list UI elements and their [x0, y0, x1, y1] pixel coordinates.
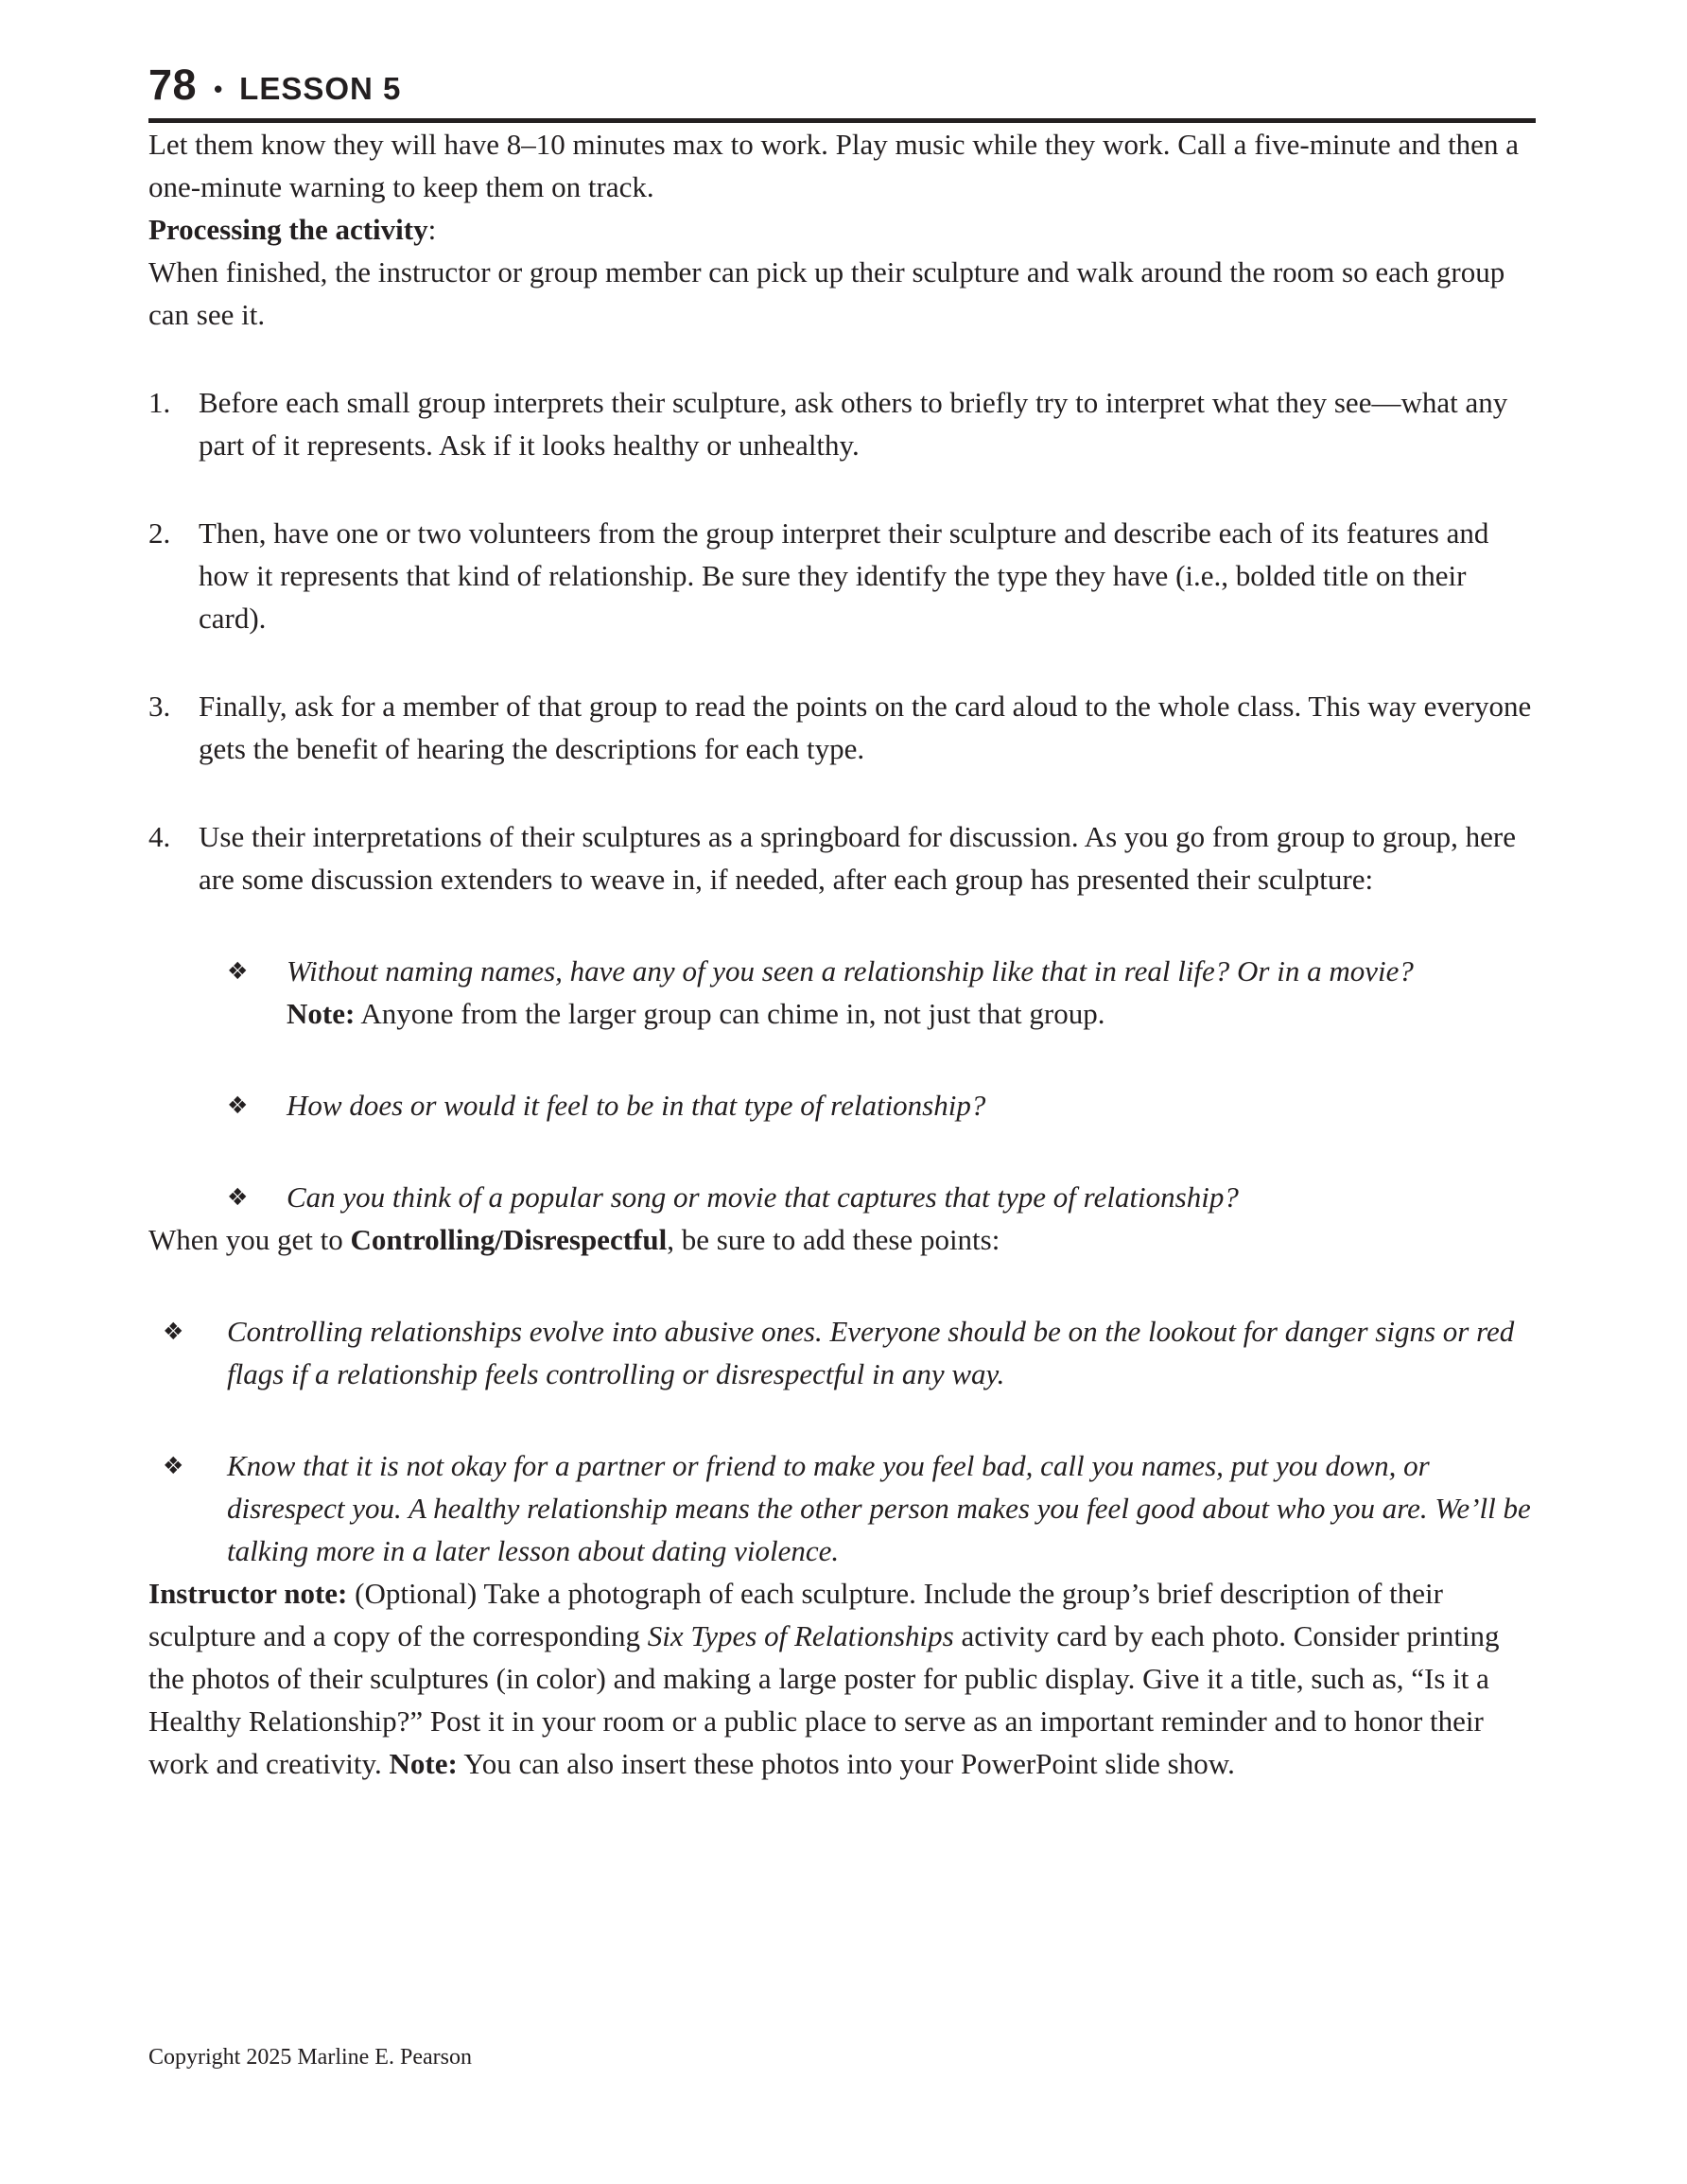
header-bullet-icon: •: [214, 75, 223, 103]
extender-question: Without naming names, have any of you seen a relationship like that in real life? Or in a movie?: [287, 954, 1414, 987]
list-number: 4.: [148, 820, 171, 853]
lesson-label: LESSON 5: [239, 71, 402, 106]
page-number: 78: [148, 61, 198, 109]
numbered-item-3: 3. Finally, ask for a member of that group to read the points on the card aloud to the whole class. This way everyone gets the benefit of hearing the descriptions for each type.: [148, 685, 1536, 770]
diamond-bullet-icon: ❖: [163, 1452, 184, 1479]
intro-paragraph: Let them know they will have 8–10 minutes max to work. Play music while they work. Call a five-minute and then a one-minute warning to keep them on track.: [148, 128, 1519, 203]
controlling-bold: Controlling/Disrespectful: [350, 1223, 668, 1256]
copyright-footer: Copyright 2025 Marline E. Pearson: [148, 2045, 472, 2070]
discussion-extender-2: [227, 1084, 1536, 1127]
diamond-bullet-icon: ❖: [227, 957, 249, 985]
list-number: 2.: [148, 516, 171, 550]
controlling-point-1: [163, 1310, 1536, 1395]
page-header: [148, 61, 1536, 110]
controlling-point-2: [163, 1444, 1536, 1572]
note-label: Note:: [287, 997, 356, 1030]
note-text: Anyone from the larger group can chime in, not just that group.: [355, 997, 1105, 1030]
processing-heading: [148, 208, 1536, 251]
diamond-bullet-icon: ❖: [227, 1092, 249, 1119]
processing-heading-colon: :: [427, 213, 437, 246]
extender-question: How does or would it feel to be in that type of relationship?: [287, 1089, 986, 1122]
controlling-point-text: Know that it is not okay for a partner or friend to make you feel bad, call you names, put you down, or disrespect you. A healthy relationship means the other person makes you feel good about who you are. We’ll be talking more in a later lesson about dating violence.: [227, 1449, 1531, 1567]
diamond-bullet-icon: ❖: [163, 1318, 184, 1345]
processing-heading-bold: Processing the activity: [148, 213, 428, 246]
extender-question: Can you think of a popular song or movie that captures that type of relationship?: [287, 1180, 1239, 1214]
instructor-note-label: Instructor note:: [148, 1577, 348, 1610]
document-body: [148, 123, 1536, 1785]
list-number: 3.: [148, 690, 171, 723]
diamond-bullet-icon: ❖: [227, 1183, 249, 1211]
processing-paragraph: When finished, the instructor or group member can pick up their sculpture and walk around the room so each group can see it.: [148, 255, 1505, 331]
numbered-item-2: 2. Then, have one or two volunteers from the group interpret their sculpture and describe each of its features and how it represents that kind of relationship. Be sure they identify the type they have (i.e., bolded title on their card).: [148, 512, 1536, 639]
instructor-note-paragraph: Instructor note: (Optional) Take a photograph of each sculpture. Include the group’s brief description of their sculpture and a copy of the corresponding Six Types of Relationships activity card by each photo. Consider printing the photos of their sculptures (in color) and making a large poster for public display. Give it a title, such as, “Is it a Healthy Relationship?” Post it in your room or a public place to serve as an important reminder and to honor their work and creativity. Note: You can also insert these photos into your PowerPoint slide show.: [148, 1577, 1500, 1780]
numbered-item-4: 4. Use their interpretations of their sculptures as a springboard for discussion. As you go from group to group, here are some discussion extenders to weave in, if needed, after each group has presented their sculpture:: [148, 815, 1536, 900]
note-label: Note:: [389, 1747, 458, 1780]
list-number: 1.: [148, 386, 171, 419]
numbered-item-1: 1. Before each small group interprets their sculpture, ask others to briefly try to interpret what they see—what any part of it represents. Ask if it looks healthy or unhealthy.: [148, 381, 1536, 466]
activity-title: Six Types of Relationships: [647, 1619, 954, 1652]
controlling-paragraph: When you get to Controlling/Disrespectful, be sure to add these points:: [148, 1223, 1000, 1256]
discussion-extender-3: [227, 1176, 1536, 1218]
controlling-point-text: Controlling relationships evolve into abusive ones. Everyone should be on the lookout for danger signs or red flags if a relationship feels controlling or disrespectful in any way.: [227, 1315, 1515, 1390]
discussion-extender-1: [227, 950, 1536, 1035]
